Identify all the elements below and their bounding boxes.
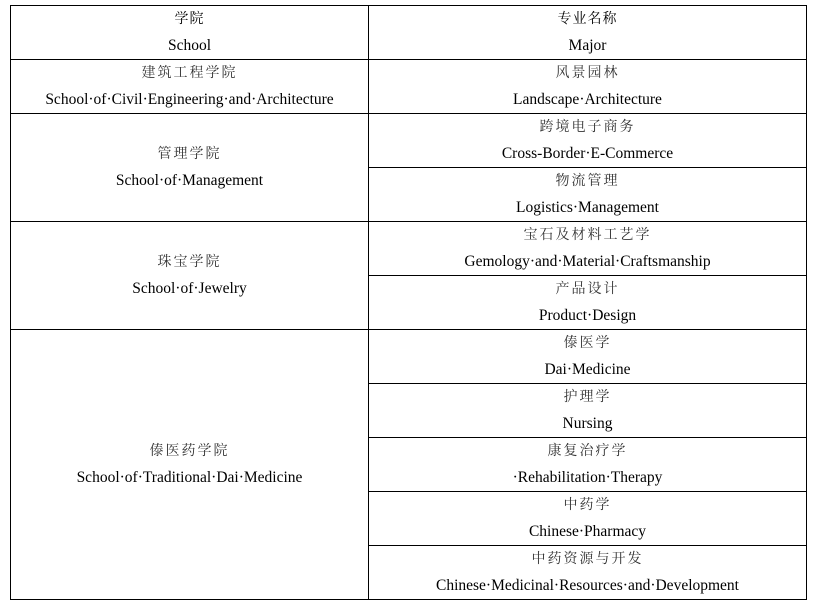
school-name-en: School·of·Management (115, 172, 264, 189)
major-name-zh: 宝石及材料工艺学 (523, 227, 652, 243)
major-name-zh: 中药资源与开发 (531, 551, 644, 567)
major-name-en: Chinese·Pharmacy (528, 523, 647, 540)
table-row (11, 330, 807, 384)
school-name-zh: 珠宝学院 (157, 254, 222, 270)
major-name-en: Logistics·Management (516, 199, 659, 216)
major-name-zh: 跨境电子商务 (539, 119, 636, 135)
major-name-en: ·Rehabilitation·Therapy (512, 469, 663, 486)
major-cell (369, 492, 807, 546)
header-major-en: Major (568, 37, 607, 54)
school-cell (11, 330, 369, 600)
major-cell (369, 60, 807, 114)
header-school-cell (11, 6, 369, 60)
major-name-zh: 物流管理 (555, 173, 620, 189)
major-name-en: Chinese·Medicinal·Resources·and·Development (435, 577, 739, 594)
major-name-zh: 康复治疗学 (547, 443, 628, 459)
major-cell (369, 168, 807, 222)
major-name-zh: 产品设计 (555, 281, 620, 297)
school-name-zh: 管理学院 (157, 146, 222, 162)
table-row (11, 60, 807, 114)
header-major-zh: 专业名称 (557, 11, 618, 27)
major-cell (369, 222, 807, 276)
major-name-en: Landscape·Architecture (513, 91, 662, 108)
school-cell (11, 60, 369, 114)
major-name-zh: 护理学 (563, 389, 612, 405)
table-row (11, 222, 807, 276)
school-name-en: School·of·Jewelry (132, 280, 247, 297)
header-school-zh: 学院 (174, 11, 205, 27)
major-name-zh: 傣医学 (563, 335, 612, 351)
header-row (11, 6, 807, 60)
major-cell (369, 276, 807, 330)
school-major-table (10, 5, 807, 600)
school-name-zh: 傣医药学院 (149, 443, 230, 459)
header-major-cell (369, 6, 807, 60)
major-name-en: Cross-Border·E-Commerce (501, 145, 674, 162)
school-major-table-container (10, 5, 807, 600)
header-school-en: School (167, 37, 212, 54)
table-row (11, 114, 807, 168)
major-name-en: Nursing (562, 415, 613, 432)
school-cell (11, 114, 369, 222)
school-name-zh: 建筑工程学院 (141, 65, 238, 81)
major-cell (369, 384, 807, 438)
major-name-en: Product·Design (538, 307, 637, 324)
major-cell (369, 438, 807, 492)
major-cell (369, 330, 807, 384)
major-cell (369, 114, 807, 168)
major-name-en: Gemology·and·Material·Craftsmanship (464, 253, 711, 270)
school-cell (11, 222, 369, 330)
major-name-en: Dai·Medicine (544, 361, 631, 378)
major-name-zh: 中药学 (563, 497, 612, 513)
school-name-en: School·of·Traditional·Dai·Medicine (76, 469, 303, 486)
school-name-en: School·of·Civil·Engineering·and·Architecture (45, 91, 334, 108)
major-name-zh: 风景园林 (555, 65, 620, 81)
major-cell (369, 546, 807, 600)
